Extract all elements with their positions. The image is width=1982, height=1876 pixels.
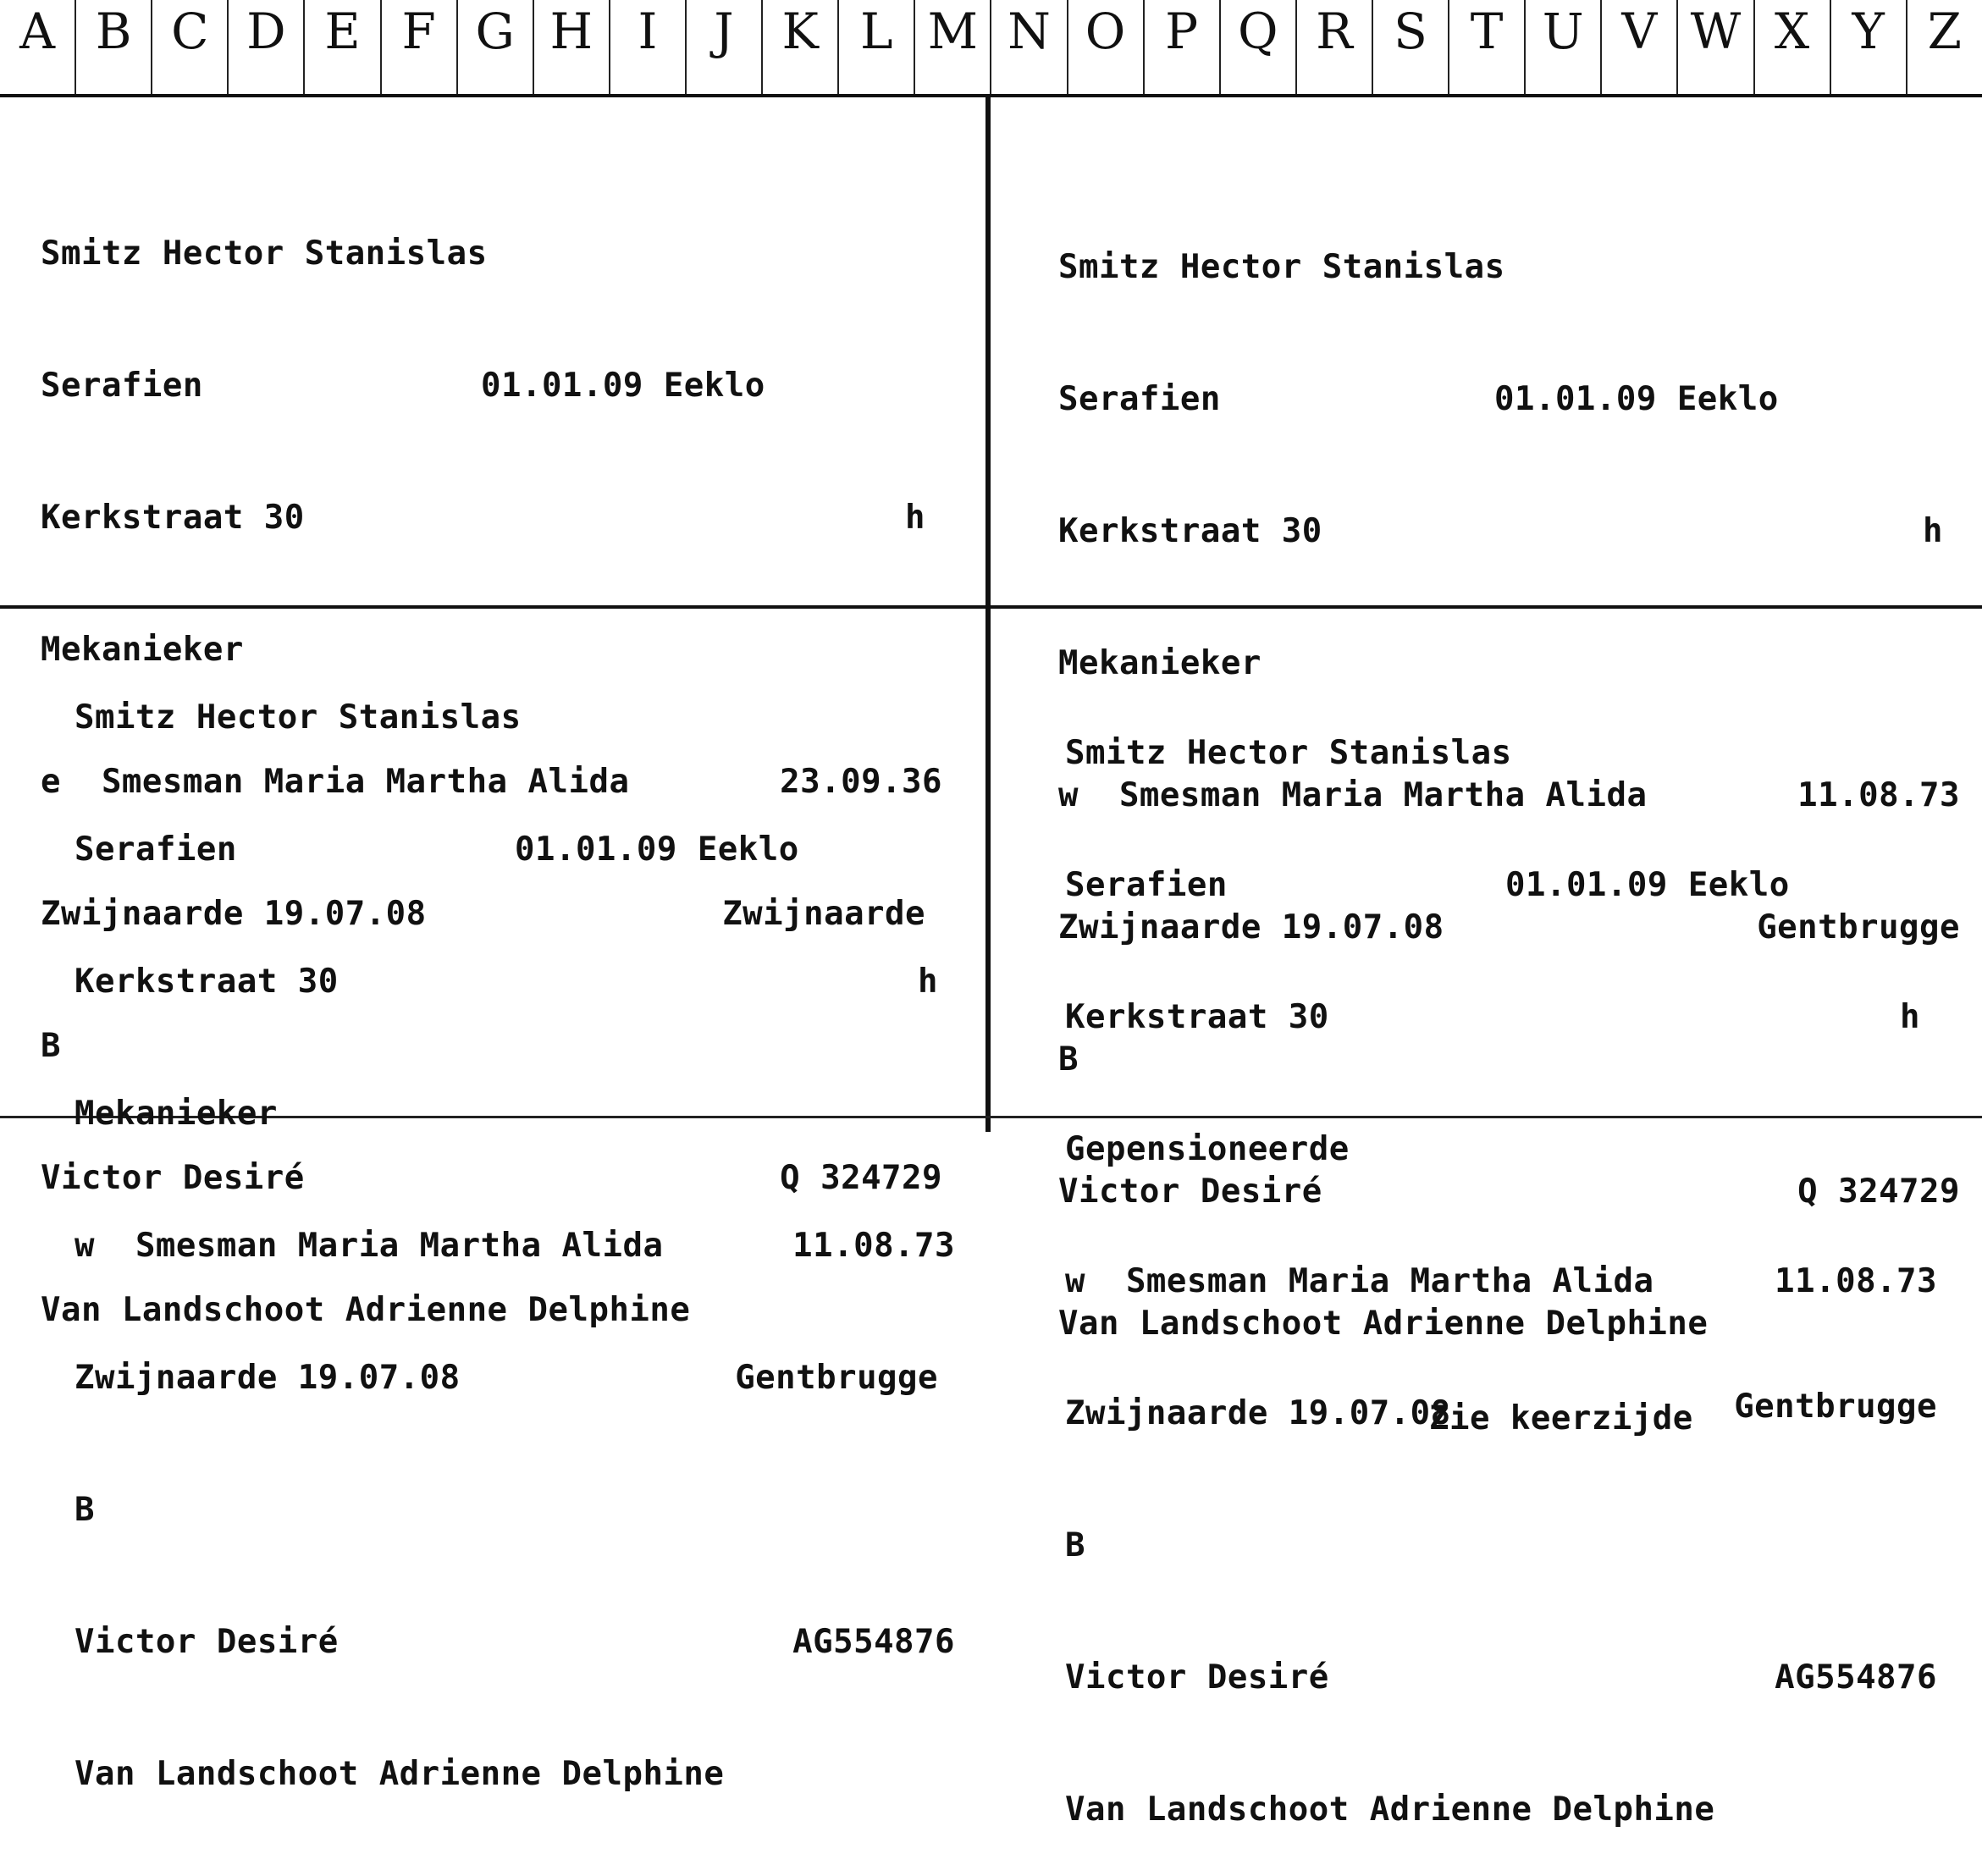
mother: Van Landschoot Adrienne Delphine <box>1058 1305 1709 1343</box>
alpha-index-g: G <box>458 0 534 94</box>
mother: Van Landschoot Adrienne Delphine <box>41 1291 691 1329</box>
category: B <box>1058 1040 1079 1079</box>
spouse-birth: Zwijnaarde 19.07.08 <box>41 895 427 933</box>
address: Kerkstraat 30 <box>41 499 305 537</box>
alpha-index-n: N <box>991 0 1068 94</box>
birth-date-place: 01.01.09 Eeklo <box>1494 380 1779 418</box>
birth-date-place: 01.01.09 Eeklo <box>481 367 765 405</box>
record-card-4 <box>1065 643 1937 1876</box>
spouse-prefix: w <box>1065 1262 1085 1300</box>
alpha-index-q: Q <box>1221 0 1297 94</box>
spouse-date: 11.08.73 <box>1797 776 1960 814</box>
category: B <box>75 1491 95 1529</box>
alpha-index-b: B <box>76 0 152 94</box>
alpha-index-p: P <box>1145 0 1221 94</box>
alpha-index-i: I <box>610 0 687 94</box>
id-number: AG554876 <box>792 1623 955 1661</box>
spouse-date: 23.09.36 <box>780 763 942 801</box>
alpha-index-u: U <box>1526 0 1602 94</box>
given-name: Serafien <box>1065 866 1228 904</box>
spouse-place: Gentbrugge <box>1757 908 1960 946</box>
spouse-place: Zwijnaarde <box>722 895 925 933</box>
alphabet-index-strip <box>0 0 1982 97</box>
spouse-birth: Zwijnaarde 19.07.08 <box>1065 1394 1451 1432</box>
sex-code: h <box>905 499 925 537</box>
alpha-index-m: M <box>915 0 991 94</box>
sex-code: h <box>918 963 938 1001</box>
occupation: Gepensioneerde <box>1065 1130 1350 1168</box>
alpha-index-f: F <box>382 0 458 94</box>
spouse-name: Smesman Maria Martha Alida <box>1125 1262 1654 1300</box>
mother: Van Landschoot Adrienne Delphine <box>75 1755 725 1793</box>
category: B <box>41 1027 61 1065</box>
address: Kerkstraat 30 <box>75 963 339 1001</box>
alpha-index-z: Z <box>1927 3 1962 60</box>
occupation: Mekanieker <box>75 1095 278 1133</box>
given-name: Serafien <box>75 830 237 869</box>
name-line: Smitz Hector Stanislas <box>75 698 522 737</box>
alpha-index-x: X <box>1755 0 1831 94</box>
spouse-name: Smesman Maria Martha Alida <box>101 763 630 801</box>
alpha-index-r: R <box>1297 0 1373 94</box>
spouse-birth: Zwijnaarde 19.07.08 <box>75 1359 461 1397</box>
alpha-index-v: V <box>1602 0 1678 94</box>
alpha-index-w: W <box>1678 0 1754 94</box>
father: Victor Desiré <box>41 1159 305 1197</box>
father: Victor Desiré <box>1058 1172 1322 1211</box>
alpha-index-e: E <box>305 0 381 94</box>
stamp-zie-keerzijde: Zie keerzijde <box>1429 1399 1693 1437</box>
spouse-prefix: w <box>75 1227 95 1265</box>
spouse-birth: Zwijnaarde 19.07.08 <box>1058 908 1444 946</box>
id-number: AG554876 <box>1775 1658 1937 1697</box>
spouse-date: 11.08.73 <box>1775 1262 1937 1300</box>
birth-date-place: 01.01.09 Eeklo <box>1505 866 1790 904</box>
birth-date-place: 01.01.09 Eeklo <box>515 830 799 869</box>
alpha-index-a: A <box>0 0 76 94</box>
spouse-name: Smesman Maria Martha Alida <box>1118 776 1648 814</box>
alpha-index-d: D <box>229 0 305 94</box>
alpha-index-h: H <box>534 0 610 94</box>
sex-code: h <box>1923 512 1943 550</box>
spouse-place: Gentbrugge <box>735 1359 938 1397</box>
name-line: Smitz Hector Stanislas <box>1065 734 1512 772</box>
spouse-place: Gentbrugge <box>1734 1388 1937 1426</box>
mother: Van Landschoot Adrienne Delphine <box>1065 1790 1715 1829</box>
given-name: Serafien <box>1058 380 1221 418</box>
name-line: Smitz Hector Stanislas <box>41 234 488 273</box>
alpha-index-l: L <box>839 0 915 94</box>
sex-code: h <box>1900 998 1920 1036</box>
address: Kerkstraat 30 <box>1058 512 1322 550</box>
spouse-name: Smesman Maria Martha Alida <box>135 1227 664 1265</box>
alpha-index-k: K <box>763 0 839 94</box>
name-line: Smitz Hector Stanislas <box>1058 248 1505 286</box>
father: Victor Desiré <box>1065 1658 1329 1697</box>
alpha-index-o: O <box>1068 0 1145 94</box>
vertical-divider <box>985 97 991 1132</box>
record-card-3 <box>75 608 955 1840</box>
alpha-index-t: T <box>1449 0 1526 94</box>
address: Kerkstraat 30 <box>1065 998 1329 1036</box>
id-number: Q 324729 <box>780 1159 942 1197</box>
spouse-prefix: e <box>41 763 61 801</box>
father: Victor Desiré <box>75 1623 339 1661</box>
alpha-index-c: C <box>152 0 229 94</box>
spouse-prefix: w <box>1058 776 1079 814</box>
occupation: Mekanieker <box>41 631 244 669</box>
alpha-index-j: J <box>687 0 763 94</box>
occupation: Mekanieker <box>1058 644 1262 682</box>
alpha-index-s: S <box>1373 0 1449 94</box>
alpha-index-y: Y <box>1831 0 1907 94</box>
id-number: Q 324729 <box>1797 1172 1960 1211</box>
category: B <box>1065 1526 1085 1564</box>
spouse-date: 11.08.73 <box>792 1227 955 1265</box>
given-name: Serafien <box>41 367 203 405</box>
